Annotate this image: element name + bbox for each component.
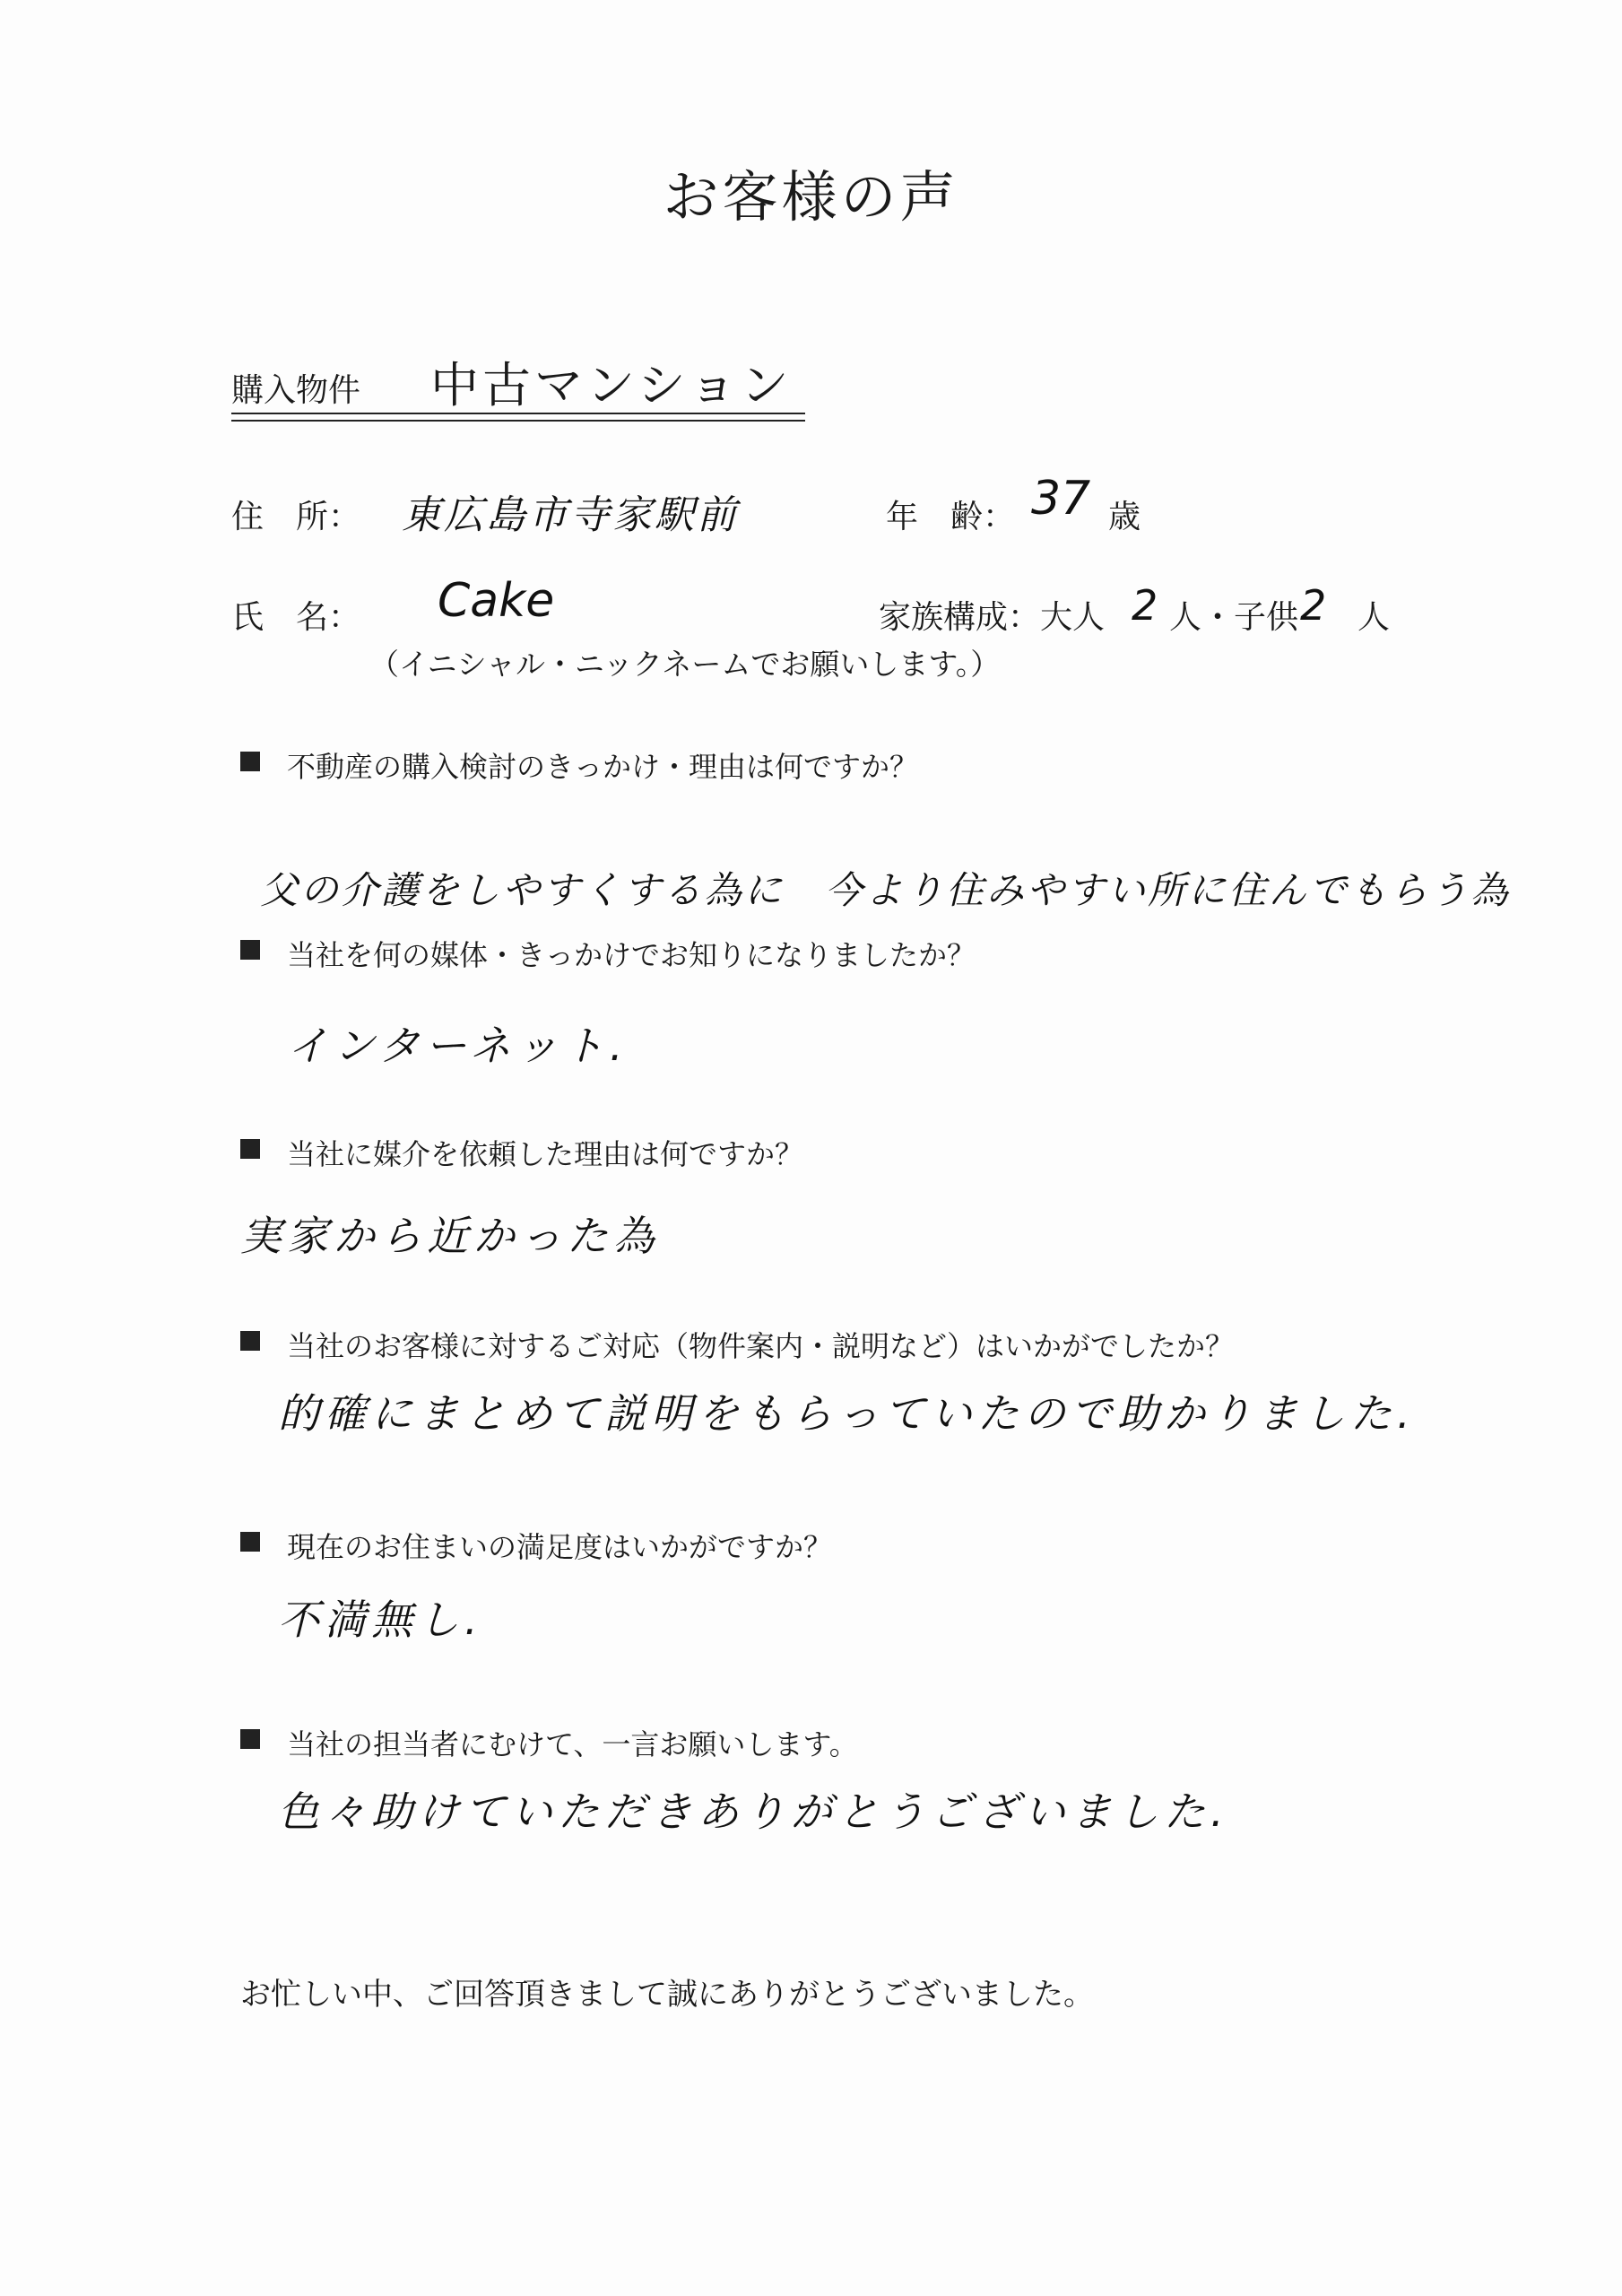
answer-6: 色々助けていただきありがとうございました. bbox=[278, 1787, 1229, 1836]
bullet-square-icon bbox=[240, 940, 260, 960]
bullet-square-icon bbox=[240, 1331, 260, 1351]
question-text: 現在のお住まいの満足度はいかがですか？ bbox=[287, 1530, 833, 1564]
children-value: 2 bbox=[1300, 581, 1327, 630]
age-unit: 歳 bbox=[1108, 499, 1141, 535]
page-title: お客様の声 bbox=[663, 164, 959, 230]
children-unit: 人 bbox=[1357, 599, 1391, 636]
bullet-square-icon bbox=[240, 1532, 260, 1552]
family-label: 家族構成：大人 bbox=[879, 599, 1106, 636]
bullet-square-icon bbox=[240, 1729, 260, 1749]
address-value: 東広島市寺家駅前 bbox=[402, 492, 739, 538]
answer-1: 父の介護をしやすくする為に 今より住みやすい所に住んでもらう為 bbox=[260, 868, 1512, 912]
name-note: （イニシャル・ニックネームでお願いします。） bbox=[369, 647, 1001, 682]
adults-unit: 人・子供 bbox=[1169, 599, 1299, 636]
bullet-square-icon bbox=[240, 1139, 260, 1159]
property-value: 中古マンション bbox=[430, 357, 793, 413]
answer-2: インターネット. bbox=[287, 1022, 629, 1070]
age-value: 37 bbox=[1031, 472, 1091, 526]
name-label: 氏 名： bbox=[231, 599, 361, 636]
closing-message: お忙しい中、ご回答頂きまして誠にありがとうございました。 bbox=[240, 1977, 1094, 2013]
answer-3: 実家から近かった為 bbox=[240, 1212, 660, 1260]
question-text: 当社を何の媒体・きっかけでお知りになりましたか？ bbox=[287, 938, 976, 972]
answer-4: 的確にまとめて説明をもらっていたので助かりました. bbox=[278, 1389, 1416, 1438]
property-row bbox=[231, 357, 805, 422]
address-label: 住 所： bbox=[231, 499, 361, 535]
adults-value: 2 bbox=[1132, 581, 1158, 630]
question-text: 当社の担当者にむけて、一言お願いします。 bbox=[287, 1727, 858, 1761]
bullet-square-icon bbox=[240, 752, 260, 771]
answer-5: 不満無し. bbox=[278, 1596, 483, 1644]
name-value: Cake bbox=[438, 574, 555, 628]
question-text: 当社に媒介を依頼した理由は何ですか？ bbox=[287, 1137, 804, 1171]
age-label: 年 齢： bbox=[886, 499, 1016, 535]
question-text: 不動産の購入検討のきっかけ・理由は何ですか？ bbox=[287, 750, 919, 784]
property-label: 購入物件 bbox=[231, 372, 361, 409]
question-text: 当社のお客様に対するご対応（物件案内・説明など）はいかがでしたか？ bbox=[287, 1329, 1235, 1363]
double-underline bbox=[231, 413, 805, 422]
